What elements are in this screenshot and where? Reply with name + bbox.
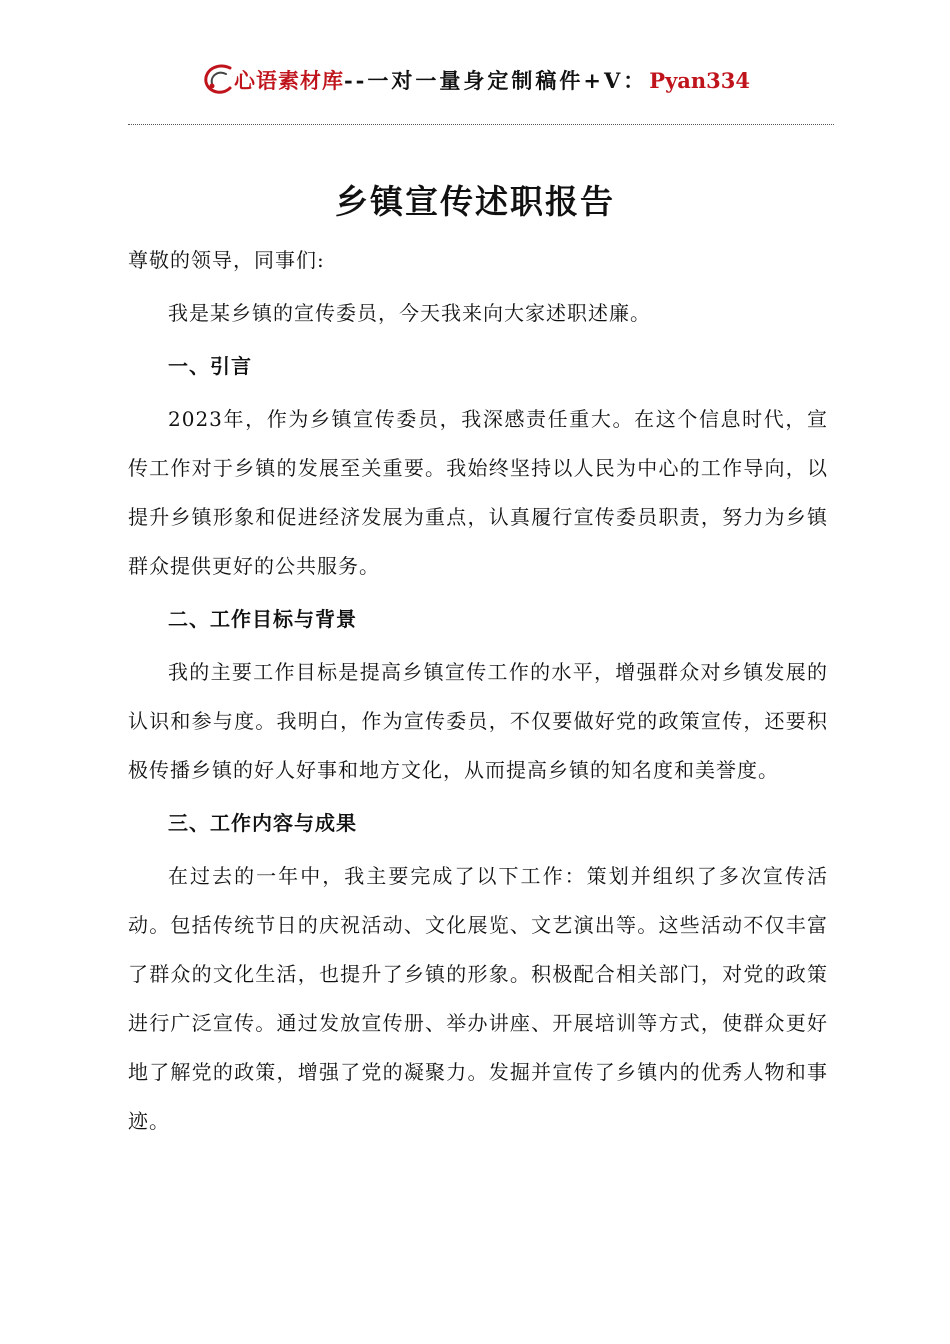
section-heading: 一、引言 [168, 354, 252, 378]
section-paragraph: 我的主要工作目标是提高乡镇宣传工作的水平，增强群众对乡镇发展的认识和参与度。我明白，作为宣传委员，不仅要做好党的政策宣传，还要积极传播乡镇的好人好事和地方文化，从而提高乡镇的知名度和美誉度。 [128, 660, 828, 782]
intro-paragraph: 我是某乡镇的宣传委员，今天我来向大家述职述廉。 [168, 301, 651, 325]
page-header [0, 58, 950, 102]
header-contact: Pyan334 [649, 67, 751, 93]
section-paragraph: 2023年，作为乡镇宣传委员，我深感责任重大。在这个信息时代，宣传工作对于乡镇的发展至关重要。我始终坚持以人民为中心的工作导向，以提升乡镇形象和促进经济发展为重点，认真履行宣传委员职责，努力为乡镇群众提供更好的公共服务。 [128, 407, 828, 578]
logo [200, 60, 344, 100]
section-heading: 二、工作目标与背景 [168, 607, 357, 631]
header-divider [128, 124, 834, 125]
greeting: 尊敬的领导，同事们: [128, 248, 325, 272]
brand-name: 心语素材库 [233, 68, 344, 93]
document-body [128, 236, 828, 1146]
header-slogan: --一对一量身定制稿件+V： [343, 68, 648, 93]
document-title: 乡镇宣传述职报告 [335, 182, 615, 221]
section-paragraph: 在过去的一年中，我主要完成了以下工作：策划并组织了多次宣传活动。包括传统节日的庆祝活动、文化展览、文艺演出等。这些活动不仅丰富了群众的文化生活，也提升了乡镇的形象。积极配合相关部门，对党的政策进行广泛宣传。通过发放宣传册、举办讲座、开展培训等方式，使群众更好地了解党的政策，增强了党的凝聚力。发掘并宣传了乡镇内的优秀人物和事迹。 [128, 864, 828, 1133]
section-heading: 三、工作内容与成果 [168, 811, 357, 835]
